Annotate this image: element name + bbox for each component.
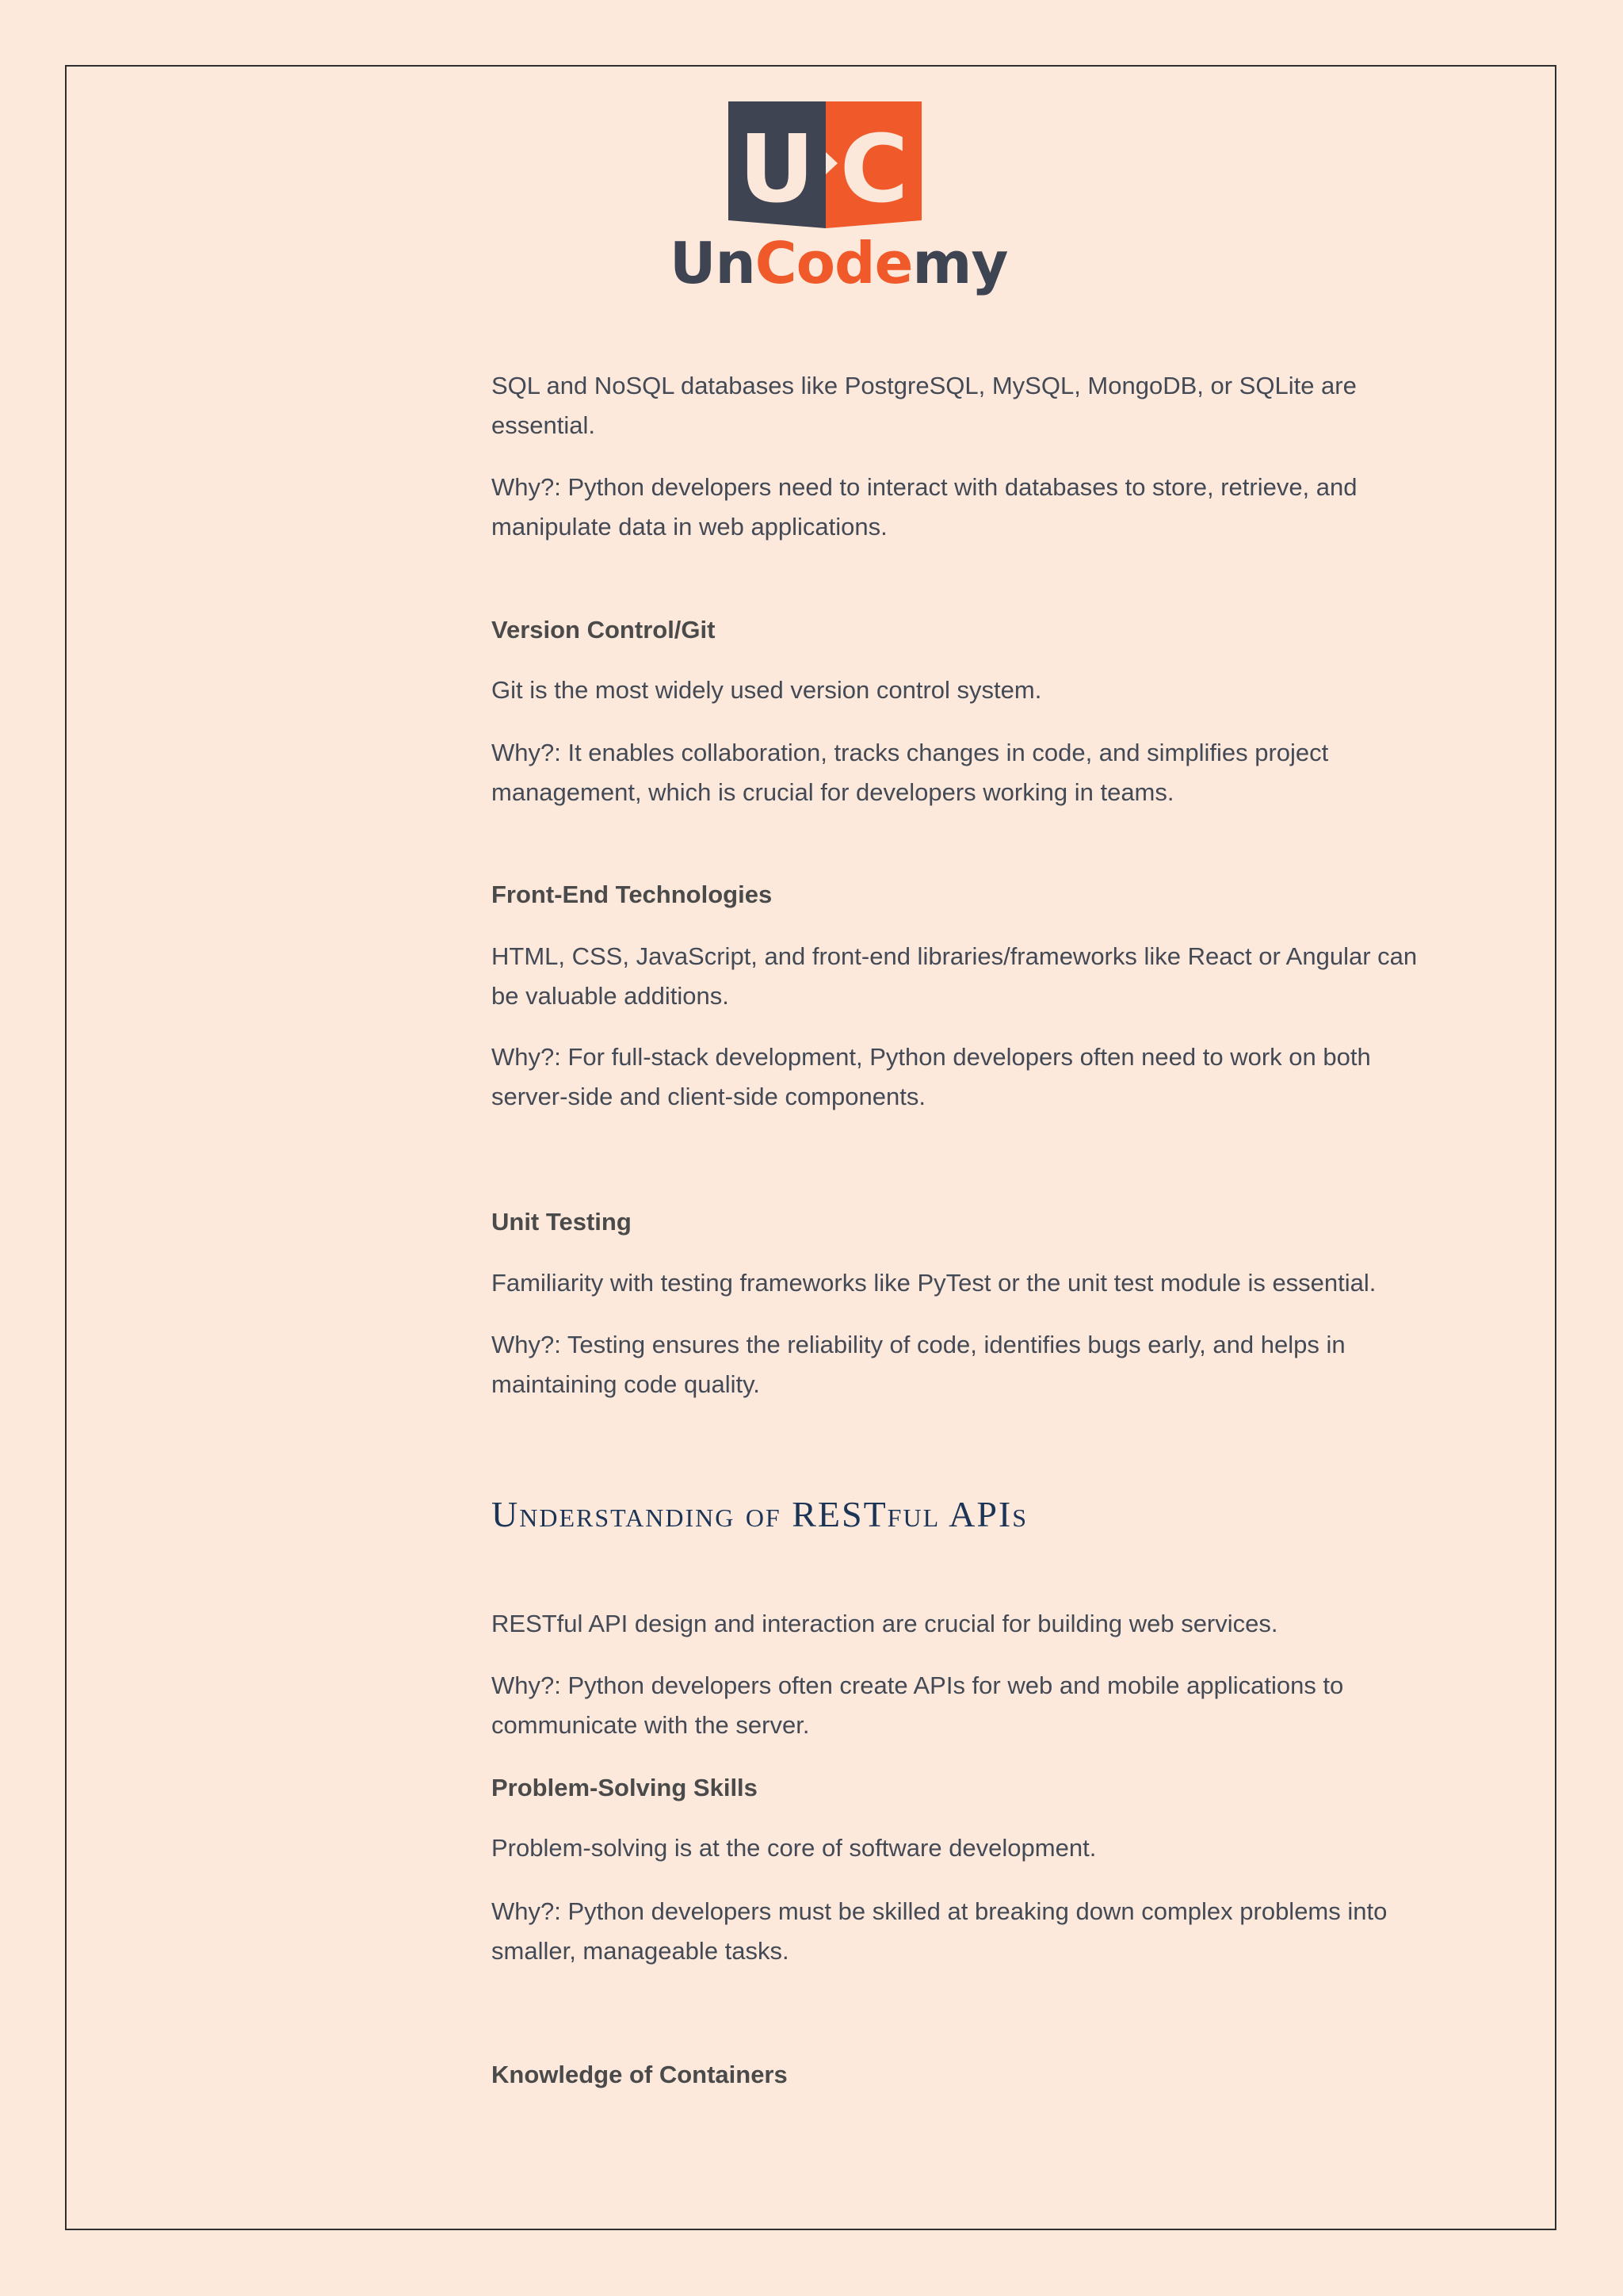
unit-testing-text: Familiarity with testing frameworks like PyTest or the unit test module is essential. (491, 1269, 1377, 1297)
problem-solving-text: Problem-solving is at the core of software development. (491, 1834, 1097, 1862)
unit-testing-why: Why?: Testing ensures the reliability of code, identifies bugs early, and helps in maintaining code quality. (491, 1331, 1346, 1398)
front-end-text: HTML, CSS, JavaScript, and front-end libraries/frameworks like React or Angular can be valuable additions. (491, 942, 1418, 1010)
heading-problem-solving: Problem-Solving Skills (491, 1774, 758, 1801)
logo-word-un: Un (670, 230, 755, 296)
git-why: Why?: It enables collaboration, tracks changes in code, and simplifies project management, which is crucial for developers working in teams. (491, 739, 1329, 806)
heading-version-control: Version Control/Git (491, 616, 716, 644)
logo-wordmark (670, 230, 1008, 296)
databases-text: SQL and NoSQL databases like PostgreSQL, MySQL, MongoDB, or SQLite are essential. (491, 372, 1357, 439)
heading-restful-apis: Understanding of RESTful APIs (491, 1494, 1029, 1534)
git-text: Git is the most widely used version control system. (491, 676, 1042, 704)
heading-containers: Knowledge of Containers (491, 2061, 788, 2088)
restful-why: Why?: Python developers often create APIs for web and mobile applications to communicate with the server. (491, 1671, 1344, 1739)
front-end-why: Why?: For full-stack development, Python developers often need to work on both server-side and client-side components. (491, 1043, 1371, 1110)
logo-letter-c: C (839, 114, 909, 223)
uc-logo-mark (670, 100, 987, 235)
uncodemy-logo (670, 100, 1008, 306)
heading-unit-testing: Unit Testing (491, 1208, 632, 1236)
logo-word-my: my (912, 230, 1008, 296)
problem-solving-why: Why?: Python developers must be skilled at breaking down complex problems into smaller, manageable tasks. (491, 1897, 1388, 1965)
heading-front-end: Front-End Technologies (491, 881, 773, 908)
restful-text: RESTful API design and interaction are crucial for building web services. (491, 1610, 1278, 1637)
logo-letter-u: U (739, 114, 815, 223)
databases-why: Why?: Python developers need to interact with databases to store, retrieve, and manipulate data in web applications. (491, 473, 1358, 541)
logo-word-code: Code (754, 230, 913, 296)
